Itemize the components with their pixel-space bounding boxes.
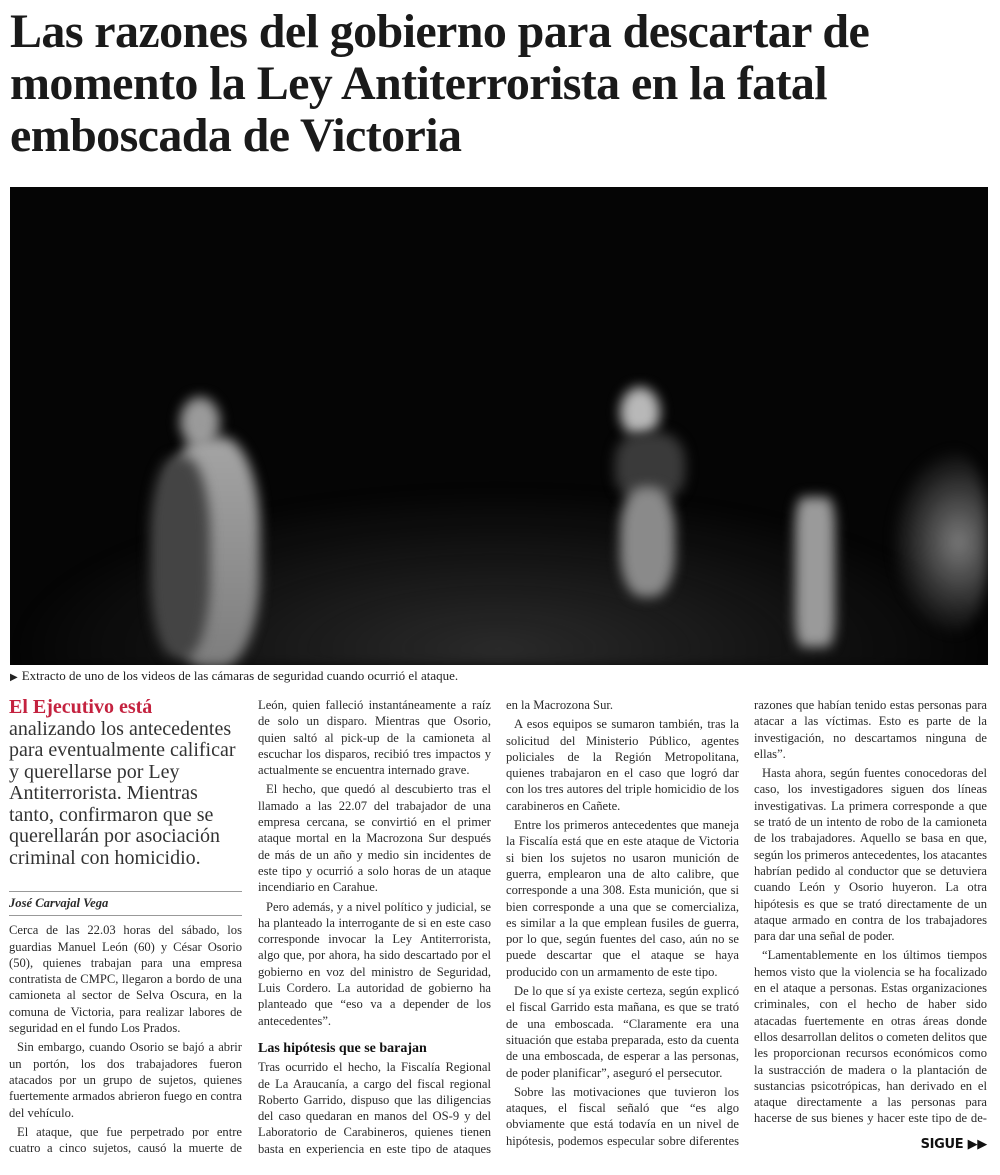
- body-paragraph: Sobre las motivaciones que tuvieron los ataques, el fiscal señaló que “es algo obviamente que está todavía en un nivel de hipótesis, podemos especular sobre diferentes: [506, 1084, 739, 1148]
- body-paragraph: razones que habían tenido estas personas para atacar a las víctimas. Esto es parte de la investigación, no descartamos ninguna de ellas”.: [754, 698, 987, 761]
- body-paragraph: León, quien falleció instantáneamente a raíz de solo un disparo. Mientras que Osorio, quien saltó al pick-up de la camioneta al escuchar los disparos, recibió tres impactos y actualmente se encuentra internado grave.: [258, 698, 491, 778]
- headline: Las razones del gobierno para descartar de momento la Ley Antiterrorista en la fatal emboscada de Victoria: [10, 5, 870, 162]
- column-3: [506, 697, 739, 1152]
- caption-text: Extracto de uno de los videos de las cámaras de seguridad cuando ocurrió el ataque.: [21, 668, 459, 683]
- body-paragraph: Cerca de las 22.03 horas del sábado, los guardias Manuel León (60) y César Osorio (50), quienes trabajan para una empresa contratista de CMPC, llegaron a bordo de una camioneta al sector de Selva Oscura, en la comuna de Victoria, para realizar labores de seguridad en el fundo Los Prados.: [9, 923, 242, 1036]
- lead-highlight: El Ejecutivo está: [9, 696, 153, 718]
- body-paragraph: De lo que sí ya existe certeza, según explicó el fiscal Garrido esta mañana, es que se trató de una emboscada. “Claramente era una situación que estaba preparada, esto da cuenta de una emboscada, de esperar a las personas, de poder planificar”, aseguró el persecutor.: [506, 984, 739, 1080]
- body-paragraph: Hasta ahora, según fuentes conocedoras del caso, los investigadores siguen dos líneas investigativas. La primera corresponde a que se trató de un intento de robo de la camioneta de los trabajadores. Aquello se basa en que, según los primeros antecedentes, los atacantes habrían pedido al conductor que se detuviera cuando León y Osorio huyeron. La otra hipótesis es que se trató directamente de un ataque armado en contra de los trabajadores para dar una señal de poder.: [754, 766, 987, 944]
- byline: José Carvajal Vega: [9, 891, 242, 916]
- security-camera-photo: [10, 187, 988, 665]
- photo-caption: [10, 668, 458, 684]
- body-paragraph: El hecho, que quedó al descubierto tras el llamado a las 22.07 del trabajador de una empresa cercana, se convirtió en el primer ataque mortal en la Macrozona Sur después de más de un año y medio sin incidentes de este tipo y ocurrió a solo horas de un ataque incendiario en Carahue.: [258, 782, 491, 895]
- lead-paragraph: [9, 697, 242, 869]
- body-paragraph: Pero además, y a nivel político y judicial, se ha planteado la interrogante de si en este caso corresponde invocar la Ley Antiterrorista, algo que, por ahora, ha sido descartado por el gobierno en voz del ministro de Seguridad, Luis Cordero. La autoridad de gobierno ha planteado que “eso va a depender de los antecedentes”.: [258, 899, 491, 1028]
- body-paragraph: “Lamentablemente en los últimos tiempos hemos visto que la violencia se ha focalizado en el ataque a personas. Estas organizaciones criminales, con el hecho de haber sido atacadas fuertemente en otras áreas donde ellos desarrollan delitos o cometen delitos que les proporcionan recursos económicos como la sustracción de madera o la plantación de sustancias psicotrópicas, han derivado en el ataque directamente a las personas para hacerse de sus bienes y hacer este tipo de de-: [754, 948, 987, 1126]
- subheading: Las hipótesis que se barajan: [258, 1040, 427, 1056]
- body-paragraph: Entre los primeros antecedentes que maneja la Fiscalía está que en este ataque de Victoria si bien los sujetos no usaron munición de guerra, emplearon una de alto calibre, que corresponde a una 308. Esta munición, que si bien corresponde a una que se comercializa, es similar a la que emplean fusiles de guerra, por lo que, según fuentes del caso, aún no se puede descartar que el ataque se haya producido con un armamento de este tipo.: [506, 818, 739, 979]
- column-1: [9, 697, 242, 1159]
- lead-text: analizando los antecedentes para eventualmente calificar y querellarse por Ley Antiterrorista. Mientras tanto, confirmaron que se querellarán por asociación criminal con homicidio.: [9, 717, 236, 869]
- column-2: [258, 697, 491, 1160]
- column-4: [754, 697, 987, 1153]
- body-paragraph: El ataque, que fue perpetrado por entre cuatro a cinco sujetos, causó la muerte de: [9, 1124, 242, 1156]
- triangle-right-icon: ▶: [10, 672, 18, 683]
- body-paragraph: en la Macrozona Sur.: [506, 698, 614, 712]
- body-paragraph: A esos equipos se sumaron también, tras la solicitud del Ministerio Público, agentes policiales de la Región Metropolitana, quienes trabajaron en el caso que logró dar con los tres autores del triple homicidio de los carabineros en Cañete.: [506, 717, 739, 813]
- continue-link[interactable]: SIGUE ▶▶: [920, 1136, 987, 1152]
- body-paragraph: Sin embargo, cuando Osorio se bajó a abrir un portón, los dos trabajadores fueron atacados por un grupo de sujetos, quienes fuertemente armados abrieron fuego en contra del vehículo.: [9, 1040, 242, 1120]
- body-paragraph: Tras ocurrido el hecho, la Fiscalía Regional de La Araucanía, a cargo del fiscal regional Roberto Garrido, dispuso que las diligencias del caso quedaran en manos del OS-9 y del Laboratorio de Carabineros, quienes tienen basta en experiencia en este tipo de ataques: [258, 1060, 491, 1156]
